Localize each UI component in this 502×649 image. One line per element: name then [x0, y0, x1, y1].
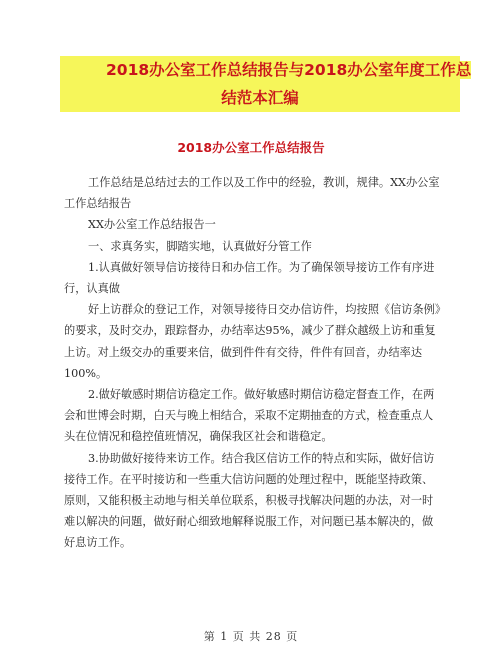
- paragraph: 工作总结是总结过去的工作以及工作中的经验，教训，规律。XX办公室工作总结报告: [64, 176, 440, 211]
- title-line-1: 2018办公室工作总结报告与2018办公室年度工作总: [106, 61, 472, 79]
- document-title: [60, 56, 472, 112]
- paragraph: 2.做好敏感时期信访稳定工作。做好敏感时期信访稳定督查工作，在两会和世博会时期，白天与晚上相结合，采取不定期抽查的方式，检查重点人头在位情况和稳控值班情况，确保我区社会和谐稳定。: [64, 388, 435, 444]
- paragraph: 一、求真务实，脚踏实地，认真做好分管工作: [88, 239, 312, 253]
- title-line-2: 结范本汇编: [221, 89, 299, 107]
- document-body: [64, 172, 444, 554]
- paragraph: 3.协助做好接待来访工作。结合我区信访工作的特点和实际，做好信访接待工作。在平时接访和一些重大信访问题的处理过程中，既能坚持政策、原则，又能积极主动地与相关单位联系，积极寻找解决问题的办法，对一时难以解决的问题，做好耐心细致地解释说服工作，对问题已基本解决的，做好息访工作。: [64, 451, 435, 550]
- paragraph: XX办公室工作总结报告一: [88, 218, 216, 232]
- page-number-footer: 第 1 页 共 28 页: [203, 630, 299, 643]
- paragraph: 好上访群众的登记工作，对领导接待日交办信访件，均按照《信访条例》的要求，及时交办，跟踪督办，办结率达95%，减少了群众越级上访和重复上访。对上级交办的重要来信，做到件件有交待，件件有回音，办结率达100%。: [64, 303, 441, 380]
- paragraph: 1.认真做好领导信访接待日和办信工作。为了确保领导接访工作有序进行，认真做: [64, 260, 435, 296]
- section-title: 2018办公室工作总结报告: [177, 140, 325, 155]
